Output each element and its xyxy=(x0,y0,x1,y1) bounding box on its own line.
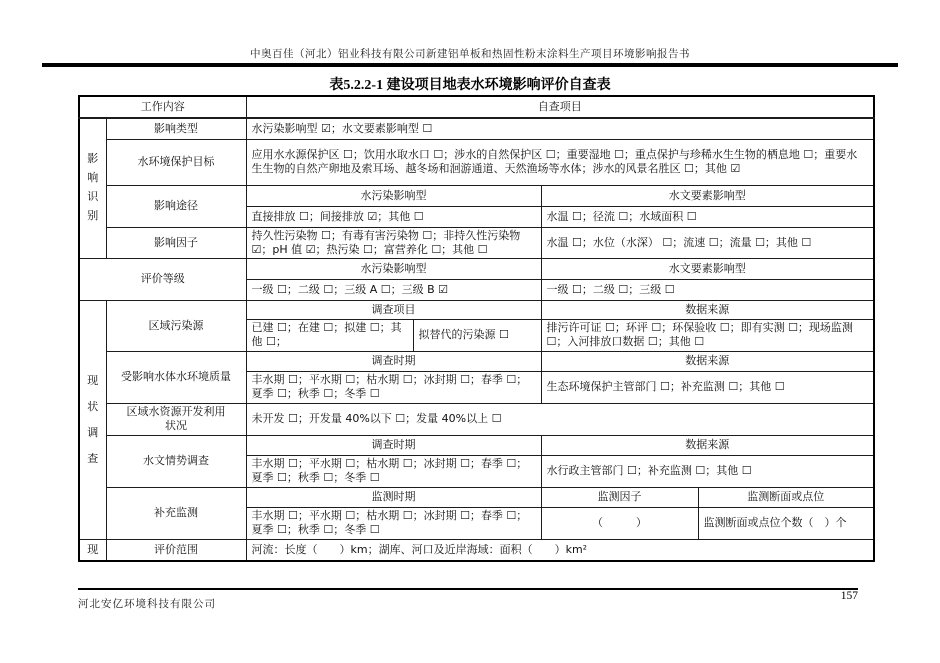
impact-path-hydro-content: 水温 ☐；径流 ☐；水域面积 ☐ xyxy=(541,206,874,227)
hydro-survey-period-content: 丰水期 ☐；平水期 ☐；枯水期 ☐；冰封期 ☐；春季 ☐；夏季 ☐；秋季 ☐；冬季 ☐ xyxy=(246,455,541,487)
supplementary-period-content: 丰水期 ☐；平水期 ☐；枯水期 ☐；冰封期 ☐；春季 ☐；夏季 ☐；秋季 ☐；冬季 ☐ xyxy=(246,507,541,539)
supplementary-factor-content: （ ） xyxy=(541,507,698,539)
water-quality-subheader-source: 数据来源 xyxy=(541,351,874,371)
row-label-eval-scope: 评价范围 xyxy=(106,539,246,561)
report-header-title: 中奥百佳（河北）铝业科技有限公司新建铝单板和热固性粉末涂料生产项目环境影响报告书 xyxy=(250,49,690,60)
row-label-impact-factor: 影响因子 xyxy=(106,227,246,258)
water-resource-content: 未开发 ☐；开发量 40%以下 ☐；发量 40%以上 ☐ xyxy=(246,403,874,435)
supplementary-section-content: 监测断面或点位个数（ ）个 xyxy=(698,507,874,539)
row-label-protection-target: 水环境保护目标 xyxy=(106,139,246,185)
eval-level-hydro-content: 一级 ☐；二级 ☐；三级 ☐ xyxy=(541,279,874,300)
supplementary-subheader-period: 监测时期 xyxy=(246,487,541,507)
supplementary-subheader-section: 监测断面或点位 xyxy=(698,487,874,507)
water-quality-period-content: 丰水期 ☐；平水期 ☐；枯水期 ☐；冰封期 ☐；春季 ☐；夏季 ☐；秋季 ☐；冬季 ☐ xyxy=(246,371,541,403)
eval-level-subheader-hydro: 水文要素影响型 xyxy=(541,258,874,279)
row-label-water-resource: 区域水资源开发利用状况 xyxy=(106,403,246,435)
col-header-work-content: 工作内容 xyxy=(79,96,246,118)
row-label-supplementary-monitor: 补充监测 xyxy=(106,487,246,539)
eval-level-pollution-content: 一级 ☐；二级 ☐；三级 A ☐；三级 B ☑ xyxy=(246,279,541,300)
table-title: 表5.2.2-1 建设项目地表水环境影响评价自查表 xyxy=(329,78,611,93)
regional-pollution-built-content: 已建 ☐；在建 ☐；拟建 ☐；其他 ☐； xyxy=(246,319,413,351)
impact-factor-pollution-content: 持久性污染物 ☐；有毒有害污染物 ☐；非持久性污染物 ☑；pH 值 ☑；热污染 ☐；富营养化 ☐；其他 ☐ xyxy=(246,227,541,258)
col-header-self-check: 自查项目 xyxy=(246,96,874,118)
impact-path-subheader-hydro: 水文要素影响型 xyxy=(541,185,874,206)
water-quality-subheader-period: 调查时期 xyxy=(246,351,541,371)
hydro-survey-source-content: 水行政主管部门 ☐；补充监测 ☐；其他 ☐ xyxy=(541,455,874,487)
regional-pollution-subheader-items: 调查项目 xyxy=(246,300,541,319)
hydro-survey-subheader-period: 调查时期 xyxy=(246,435,541,455)
section-status-short: 现 xyxy=(79,539,106,561)
footer-divider-rule xyxy=(78,588,858,590)
row-label-eval-level: 评价等级 xyxy=(79,258,246,300)
footer-company-name: 河北安亿环境科技有限公司 xyxy=(78,599,216,610)
eval-level-subheader-pollution: 水污染影响型 xyxy=(246,258,541,279)
row-label-impact-type: 影响类型 xyxy=(106,118,246,139)
supplementary-subheader-factor: 监测因子 xyxy=(541,487,698,507)
impact-path-subheader-pollution: 水污染影响型 xyxy=(246,185,541,206)
selfcheck-table xyxy=(78,95,875,562)
eval-scope-content: 河流：长度（ ）km；湖库、河口及近岸海域：面积（ ）km² xyxy=(246,539,874,561)
hydro-survey-subheader-source: 数据来源 xyxy=(541,435,874,455)
section-status-survey: 现状调查 xyxy=(79,300,106,539)
protection-target-content: 应用水水源保护区 ☐；饮用水取水口 ☐；涉水的自然保护区 ☐；重要湿地 ☐；重点保护与珍稀水生生物的栖息地 ☐；重要水生生物的自然产卵地及索耳场、越冬场和洄游通道、天然渔场等水体；涉水的风景名胜区 ☐；其他 ☑ xyxy=(246,139,874,185)
page-number: 157 xyxy=(840,590,858,602)
row-label-water-quality: 受影响水体水环境质量 xyxy=(106,351,246,403)
row-label-regional-pollution: 区域污染源 xyxy=(106,300,246,351)
regional-pollution-replace-content: 拟替代的污染源 ☐ xyxy=(413,319,541,351)
impact-factor-hydro-content: 水温 ☐；水位（水深） ☐；流速 ☐；流量 ☐；其他 ☐ xyxy=(541,227,874,258)
header-divider-rule xyxy=(42,63,898,67)
regional-pollution-subheader-source: 数据来源 xyxy=(541,300,874,319)
water-quality-source-content: 生态环境保护主管部门 ☐；补充监测 ☐；其他 ☐ xyxy=(541,371,874,403)
impact-path-pollution-content: 直接排放 ☐；间接排放 ☑；其他 ☐ xyxy=(246,206,541,227)
row-label-hydro-survey: 水文情势调查 xyxy=(106,435,246,487)
impact-type-content: 水污染影响型 ☑；水文要素影响型 ☐ xyxy=(246,118,874,139)
row-label-impact-path: 影响途径 xyxy=(106,185,246,227)
section-impact-identification: 影响识别 xyxy=(79,118,106,258)
regional-pollution-source-content: 排污许可证 ☐；环评 ☐；环保验收 ☐；即有实测 ☐；现场监测 ☐；入河排放口数据 ☐；其他 ☐ xyxy=(541,319,874,351)
